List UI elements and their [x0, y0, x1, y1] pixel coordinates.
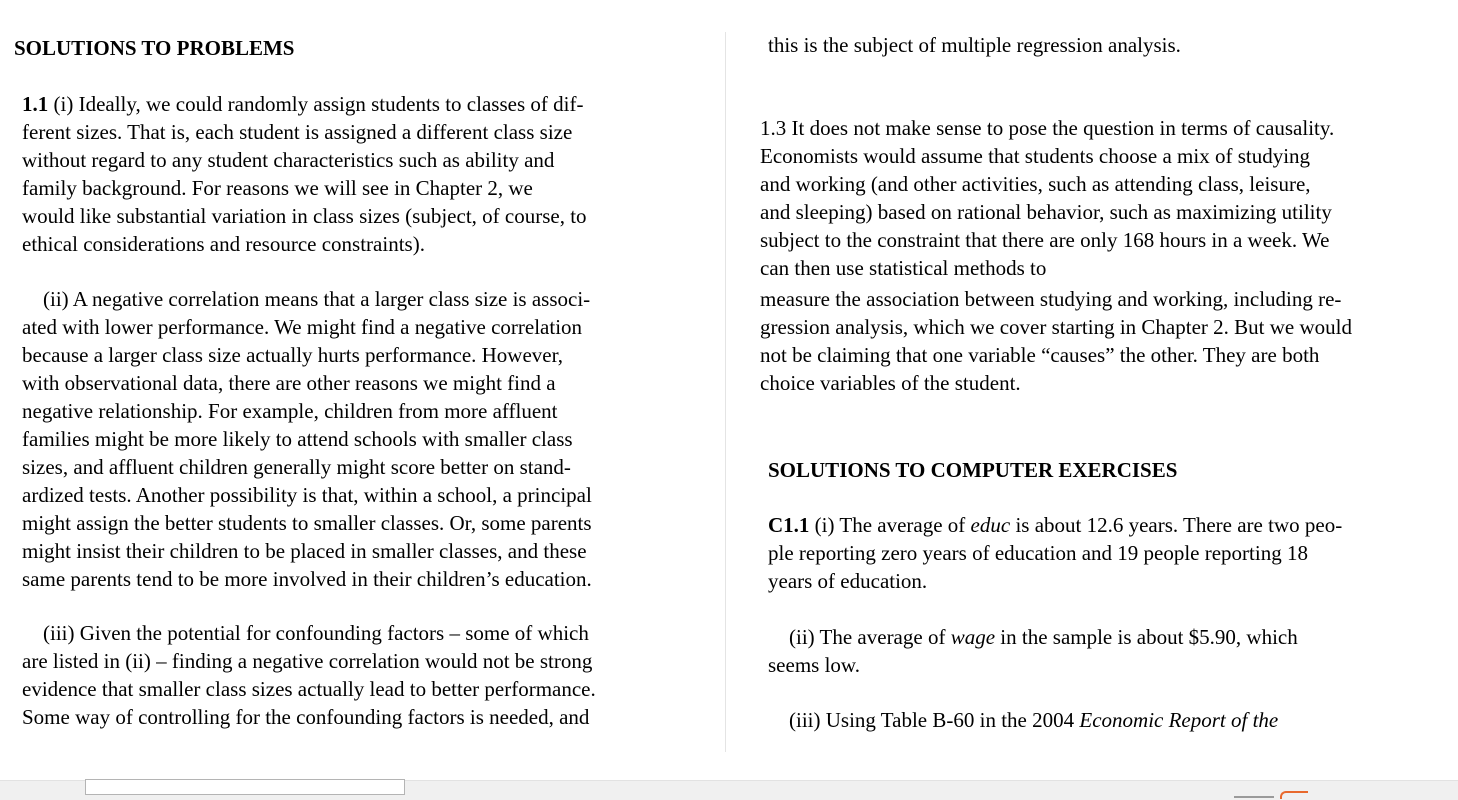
resize-handle-icon[interactable]	[1280, 791, 1308, 799]
paragraph-line: Economists would assume that students choose a mix of studying	[760, 144, 1311, 168]
problem-1-1-part-iii	[22, 619, 596, 731]
column-divider	[725, 32, 726, 752]
paragraph-line: negative relationship. For example, children from more affluent	[22, 399, 558, 423]
continuation-line: this is the subject of multiple regression analysis.	[768, 33, 1181, 57]
paragraph-line: might assign the better students to smaller classes. Or, some parents	[22, 511, 592, 535]
paragraph-line: (iii) Using Table B-60 in the 2004 Economic Report of the	[768, 708, 1279, 732]
paragraph-line: ardized tests. Another possibility is that, within a school, a principal	[22, 483, 592, 507]
paragraph-line: sizes, and affluent children generally might score better on stand-	[22, 455, 571, 479]
problem-1-1-line: without regard to any student characteristics such as ability and	[22, 148, 555, 172]
problem-1-1-line: family background. For reasons we will see in Chapter 2, we	[22, 176, 533, 200]
paragraph-line: ated with lower performance. We might find a negative correlation	[22, 315, 583, 339]
problem-1-3	[760, 114, 1334, 282]
paragraph-line: evidence that smaller class sizes actually lead to better performance.	[22, 677, 596, 701]
problem-1-1	[22, 90, 587, 258]
horizontal-scrollbar[interactable]	[85, 779, 405, 795]
paragraph-line: same parents tend to be more involved in their children’s education.	[22, 567, 592, 591]
problem-1-1-line: ethical considerations and resource constraints).	[22, 232, 425, 256]
paragraph-line: because a larger class size actually hurts performance. However,	[22, 343, 564, 367]
paragraph-line: measure the association between studying and working, including re-	[760, 287, 1342, 311]
paragraph-line: (ii) The average of wage in the sample is about $5.90, which	[768, 625, 1298, 649]
paragraph-line: C1.1 (i) The average of educ is about 12.6 years. There are two peo-	[768, 513, 1343, 537]
problem-1-1-part-ii	[22, 285, 592, 593]
paragraph-line: Some way of controlling for the confounding factors is needed, and	[22, 705, 590, 729]
paragraph-line: are listed in (ii) – finding a negative correlation would not be strong	[22, 649, 593, 673]
problem-1-3-continued	[760, 285, 1352, 397]
paragraph-line: can then use statistical methods to	[760, 256, 1047, 280]
report-title: Economic Report of the	[1079, 708, 1279, 732]
paragraph-line: choice variables of the student.	[760, 371, 1021, 395]
paragraph-line: with observational data, there are other reasons we might find a	[22, 371, 556, 395]
paragraph-line: ple reporting zero years of education and 19 people reporting 18	[768, 541, 1308, 565]
variable-educ: educ	[970, 513, 1011, 537]
paragraph-line: not be claiming that one variable “causes” the other. They are both	[760, 343, 1320, 367]
paragraph-line: 1.3 It does not make sense to pose the question in terms of causality.	[760, 116, 1335, 140]
paragraph-line: gression analysis, which we cover starting in Chapter 2. But we would	[760, 315, 1352, 339]
exercise-c1-1-part-ii	[768, 623, 1298, 679]
problem-1-1-line: 1.1 (i) Ideally, we could randomly assign students to classes of dif-	[22, 92, 584, 116]
problem-1-1-line: would like substantial variation in class sizes (subject, of course, to	[22, 204, 587, 228]
status-indicator-line	[1234, 796, 1274, 798]
paragraph-line: families might be more likely to attend schools with smaller class	[22, 427, 573, 451]
section-heading-problems: SOLUTIONS TO PROBLEMS	[14, 36, 295, 60]
problem-number: 1.1	[22, 92, 49, 116]
paragraph-line: seems low.	[768, 653, 860, 677]
paragraph-line: and working (and other activities, such as attending class, leisure,	[760, 172, 1311, 196]
exercise-number: C1.1	[768, 513, 810, 537]
paragraph-line: subject to the constraint that there are only 168 hours in a week. We	[760, 228, 1330, 252]
paragraph-line: and sleeping) based on rational behavior, such as maximizing utility	[760, 200, 1332, 224]
exercise-c1-1	[768, 511, 1342, 595]
paragraph-line: years of education.	[768, 569, 928, 593]
paragraph-line: (ii) A negative correlation means that a larger class size is associ-	[22, 287, 591, 311]
problem-1-1-line: ferent sizes. That is, each student is assigned a different class size	[22, 120, 573, 144]
section-heading-computer-exercises: SOLUTIONS TO COMPUTER EXERCISES	[768, 458, 1178, 482]
variable-wage: wage	[950, 625, 996, 649]
paragraph-line: might insist their children to be placed in smaller classes, and these	[22, 539, 587, 563]
paragraph-line: (iii) Given the potential for confounding factors – some of which	[22, 621, 589, 645]
exercise-c1-1-part-iii	[768, 706, 1278, 734]
